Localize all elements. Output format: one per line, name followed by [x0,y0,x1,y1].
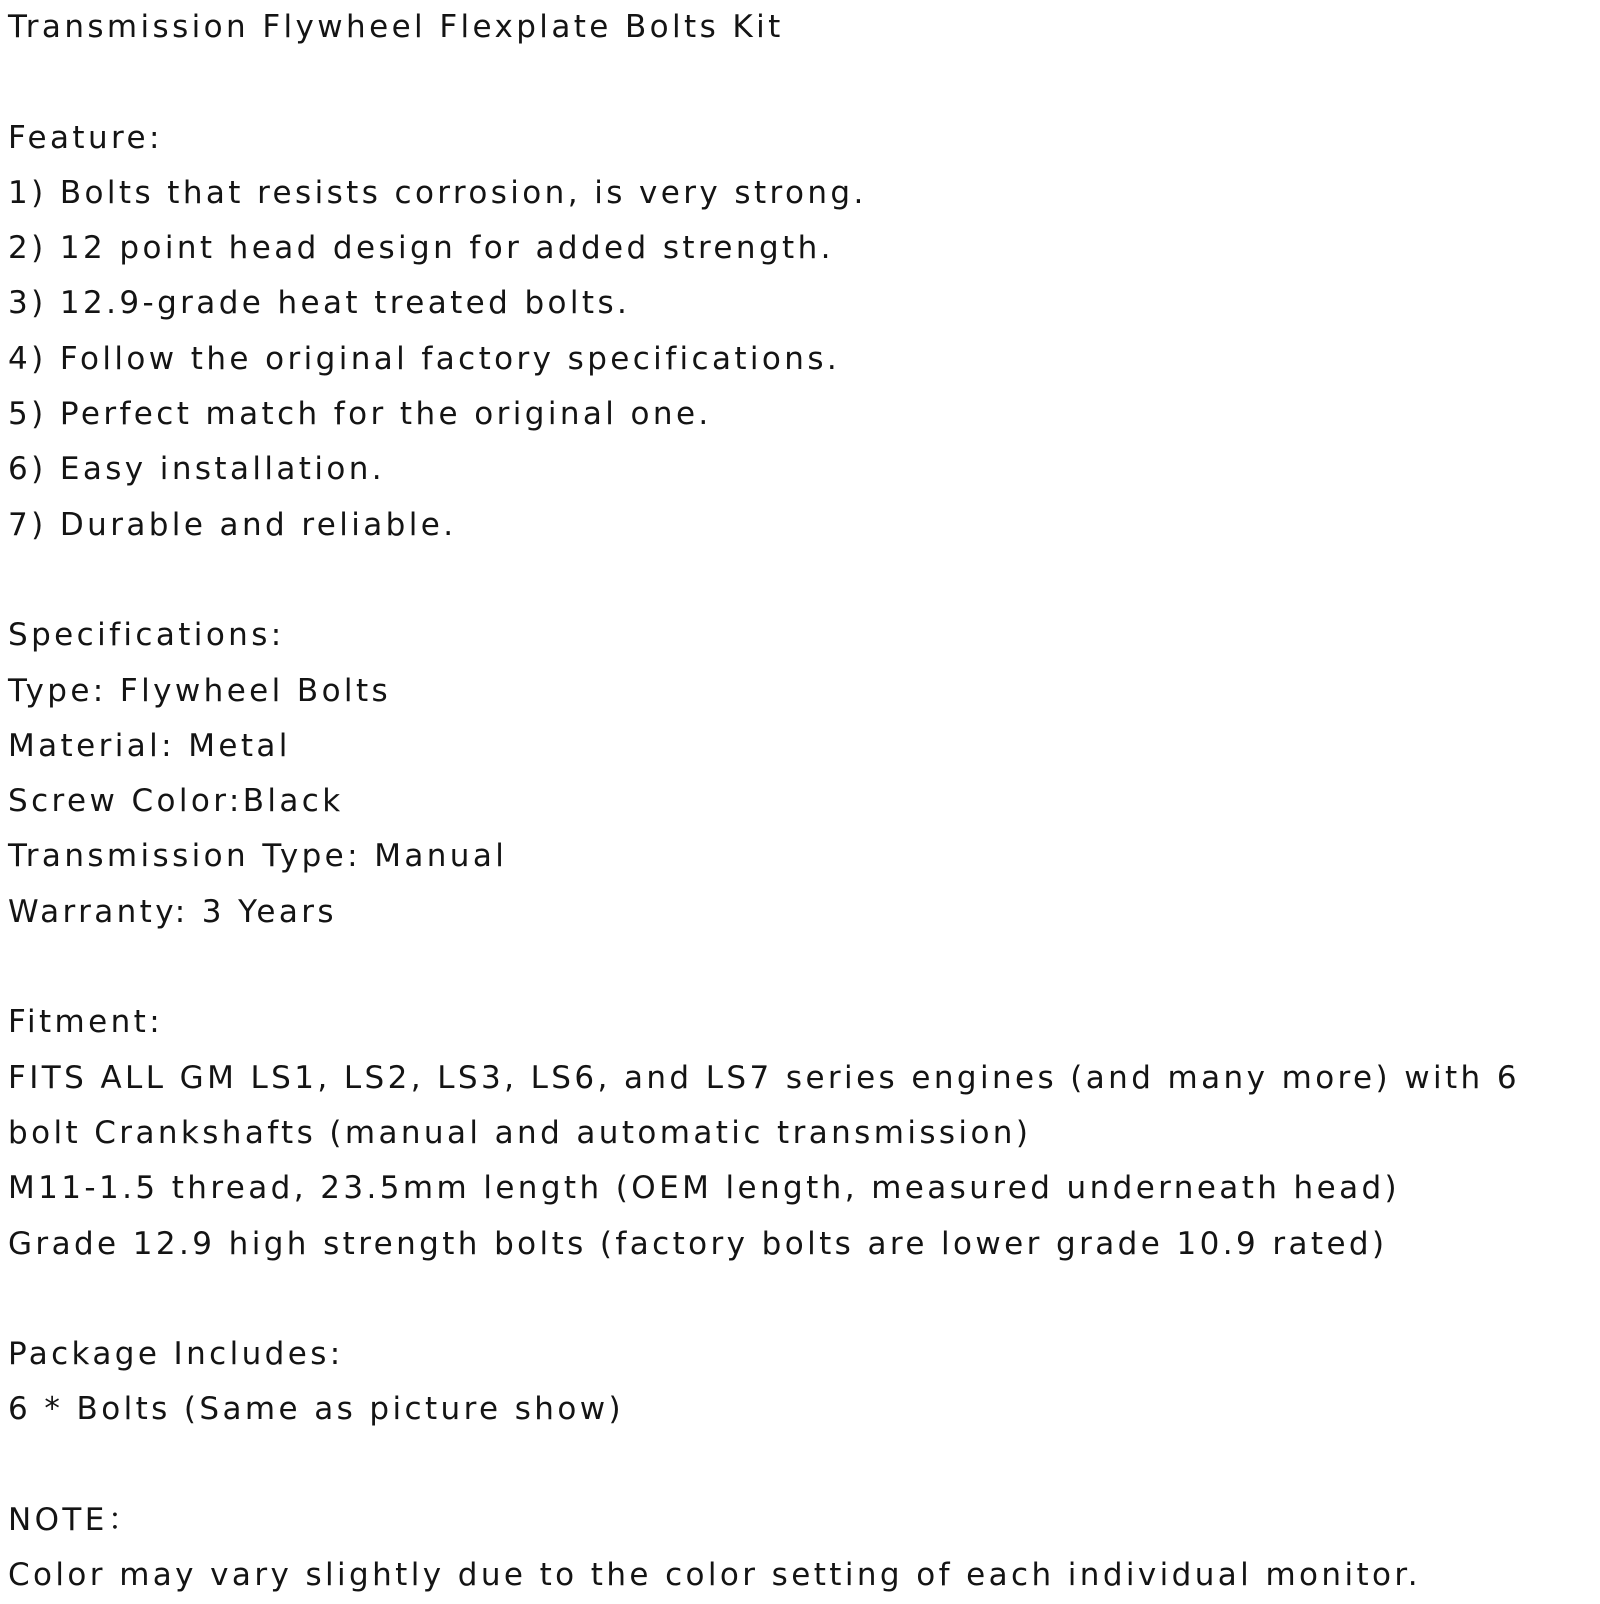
fitment-item: M11-1.5 thread, 23.5mm length (OEM length, measured underneath head) [8,1170,1401,1207]
specifications-section [8,608,1588,940]
fitment-item: bolt Crankshafts (manual and automatic transmission) [8,1114,1032,1151]
fitment-item: Grade 12.9 high strength bolts (factory bolts are lower grade 10.9 rated) [8,1225,1388,1262]
spacer [8,1438,1588,1493]
fitment-heading: Fitment: [8,1004,164,1041]
spacer [8,940,1588,995]
package-section [8,1327,1588,1438]
spacer [8,1272,1588,1327]
feature-heading: Feature: [8,119,163,156]
spec-item: Warranty: 3 Years [8,893,337,930]
note-heading: NOTE： [8,1502,143,1539]
spacer [8,553,1588,608]
feature-item: 6) Easy installation. [8,451,386,488]
feature-item: 4) Follow the original factory specifications. [8,340,841,377]
specifications-heading: Specifications: [8,617,285,654]
feature-item: 2) 12 point head design for added strength. [8,230,834,267]
spec-item: Material: Metal [8,727,291,764]
spec-item: Type: Flywheel Bolts [8,672,392,709]
spacer [8,55,1588,110]
feature-item: 3) 12.9-grade heat treated bolts. [8,285,631,322]
feature-section [8,111,1588,553]
fitment-section [8,995,1588,1271]
document-title: Transmission Flywheel Flexplate Bolts Kit [8,9,784,45]
package-heading: Package Includes: [8,1336,344,1373]
feature-item: 7) Durable and reliable. [8,506,457,543]
note-item: Color may vary slightly due to the color setting of each individual monitor. [8,1557,1421,1594]
package-item: 6 * Bolts (Same as picture show) [8,1391,624,1428]
feature-item: 5) Perfect match for the original one. [8,396,712,433]
document-body [8,0,1588,1604]
fitment-item: FITS ALL GM LS1, LS2, LS3, LS6, and LS7 series engines (and many more) with 6 [8,1059,1520,1096]
note-section [8,1493,1588,1604]
spec-item: Transmission Type: Manual [8,838,508,875]
spec-item: Screw Color:Black [8,783,344,820]
feature-item: 1) Bolts that resists corrosion, is very strong. [8,174,867,211]
